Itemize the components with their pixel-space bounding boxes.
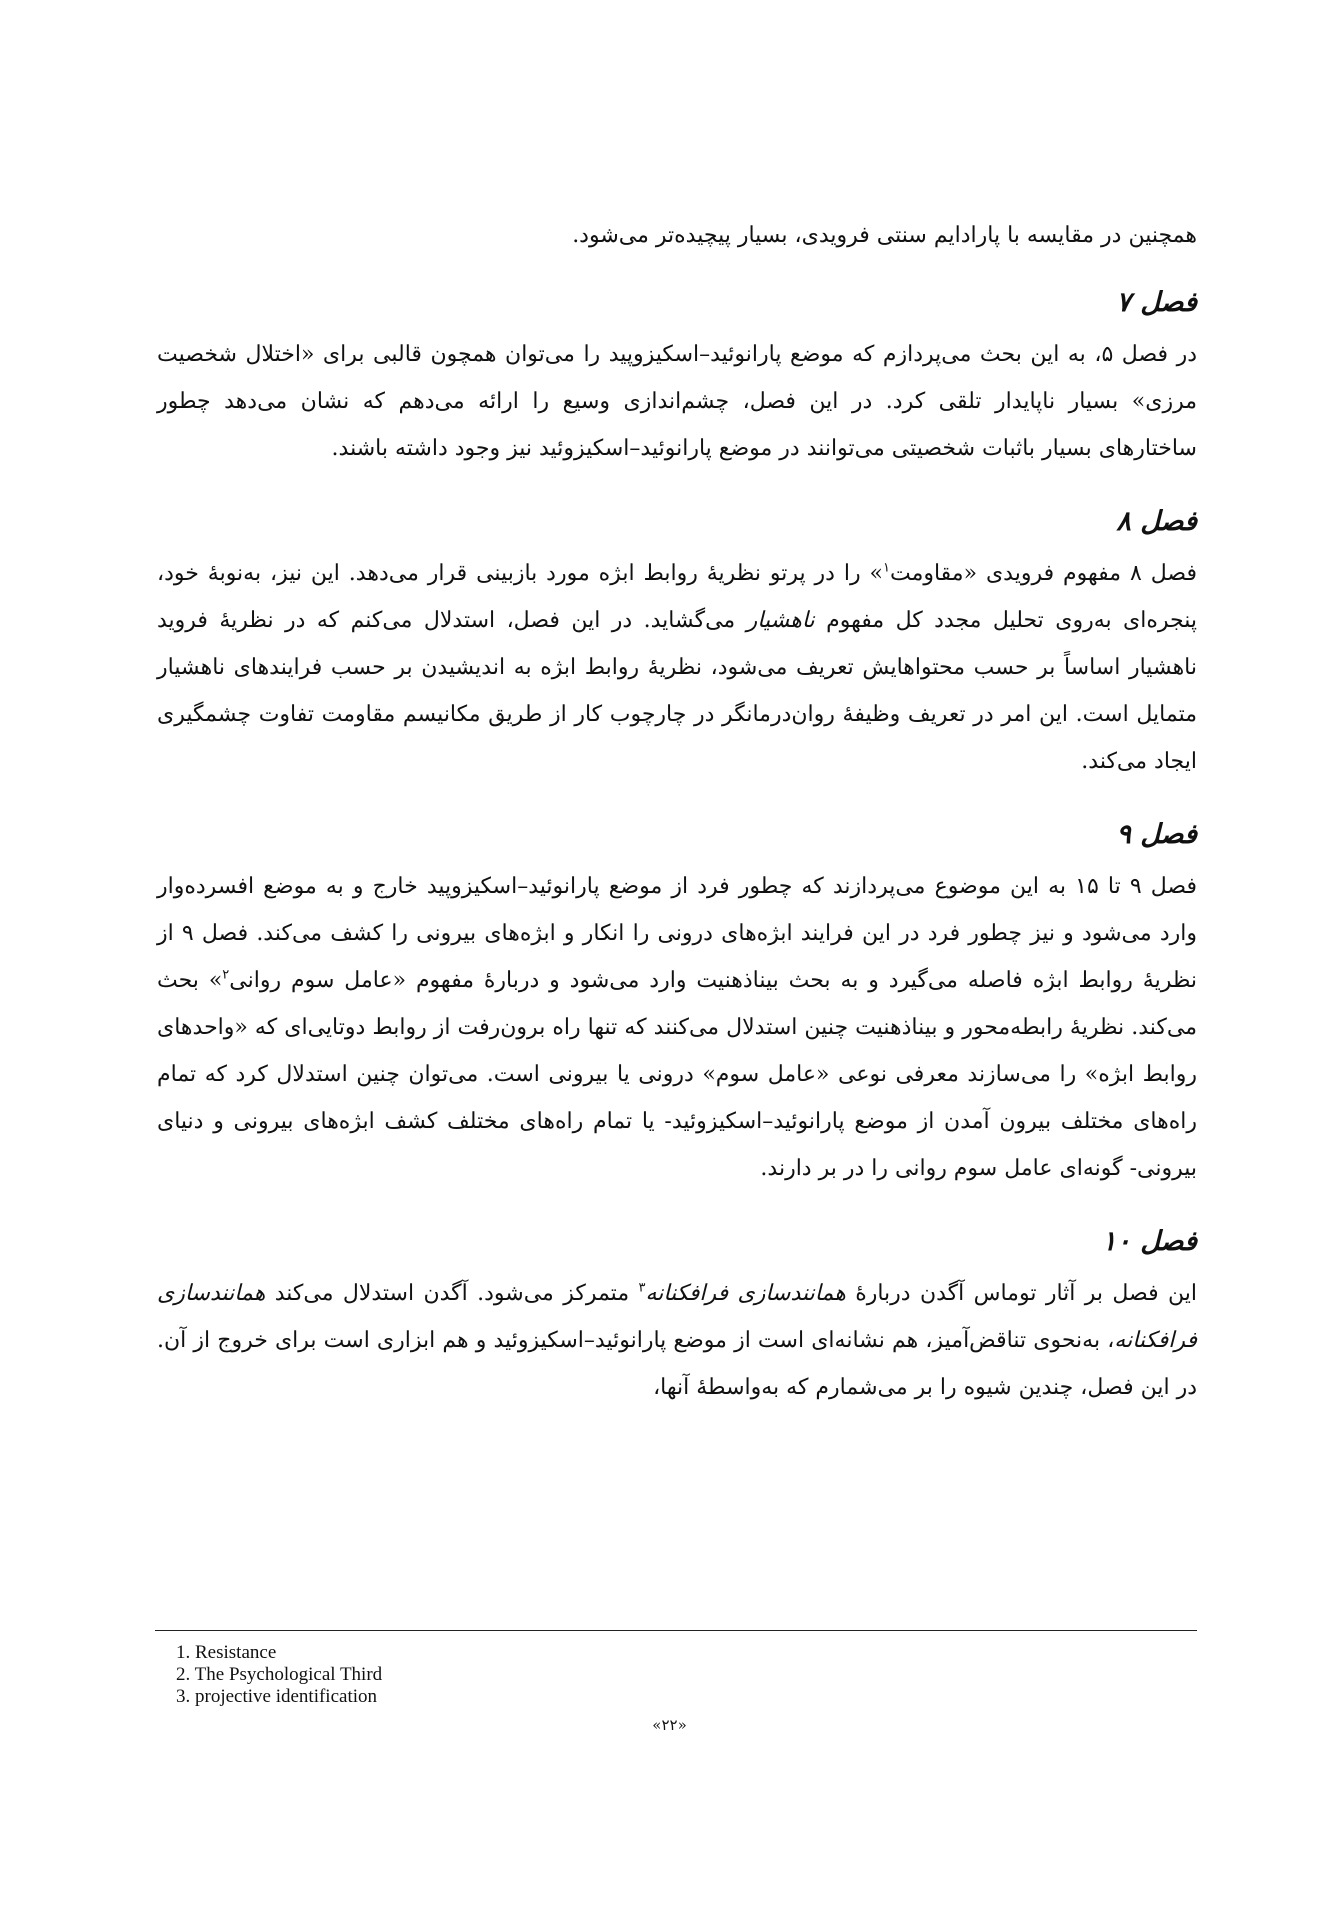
footnote-item: 1. Resistance bbox=[176, 1642, 277, 1663]
paragraph-text: » بحث می‌کند. نظریهٔ رابطه‌محور و بیناذهنیت چنین استدلال می‌کنند که تنها راه برون‌رفت از روابط دوتایی‌ای که «واحدهای روابط ابژه» را می‌سازند معرفی نوعی «عامل سوم» درونی یا بیرونی است. می‌توان چنین استدلال کرد که تمام راه‌های مختلف بیرون آمدن از موضع پارانوئید–اسکیزوئید- یا تمام راه‌های مختلف کشف ابژه‌های بیرونی و دنیای بیرونی- گونه‌ای عامل سوم روانی را در بر دارند. bbox=[157, 968, 1197, 1181]
section-heading: فصل ۹ bbox=[1116, 819, 1197, 850]
section-chapter-9 bbox=[157, 813, 1197, 1192]
emphasized-term: همانندسازی فرافکنانه bbox=[157, 1281, 1197, 1353]
footnote-divider bbox=[155, 1630, 1197, 1631]
emphasized-term: همانندسازی فرافکنانه bbox=[645, 1281, 846, 1306]
page-number: «۲۲» bbox=[652, 1716, 687, 1734]
footnote-item: 2. The Psychological Third bbox=[176, 1664, 383, 1685]
page-body bbox=[157, 212, 1197, 1439]
paragraph-text: فصل ۸ مفهوم فرویدی «مقاومت bbox=[889, 561, 1197, 586]
paragraph-text: » را در پرتو نظریهٔ روابط ابژه مورد بازبینی قرار می‌دهد. این نیز، به‌نوبهٔ خود، پنجره‌ای به‌روی تحلیل مجدد کل مفهوم bbox=[157, 561, 1197, 633]
paragraph-text: در فصل ۵، به این بحث می‌پردازم که موضع پارانوئید–اسکیزوپید را می‌توان همچون قالبی برای «اختلال شخصیت مرزی» بسیار ناپایدار تلقی کرد. در این فصل، چشم‌اندازی وسیع را ارائه می‌دهم که نشان می‌دهد چطور ساختارهای بسیار باثبات شخصیتی می‌توانند در موضع پارانوئید–اسکیزوئید نیز وجود داشته باشند. bbox=[157, 342, 1197, 461]
paragraph-text: می‌گشاید. در این فصل، استدلال می‌کنم که در نظریهٔ فروید ناهشیار اساساً بر حسب محتواهایش تعریف می‌شود، نظریهٔ روابط ابژه به اندیشیدن بر حسب فرایندهای ناهشیار متمایل است. این امر در تعریف وظیفهٔ روان‌درمانگر در چارچوب کار از طریق مکانیسم مقاومت تفاوت چشمگیری ایجاد می‌کند. bbox=[157, 608, 1197, 774]
section-paragraph bbox=[157, 1270, 1197, 1411]
footnote-ref: ۱ bbox=[882, 560, 890, 576]
paragraph-text: فصل ۹ تا ۱۵ به این موضوع می‌پردازند که چطور فرد از موضع پارانوئید–اسکیزوپید خارج و به موضع افسرده‌وار وارد می‌شود و نیز چطور فرد در این فرایند ابژه‌های درونی را انکار و ابژه‌های بیرونی را کشف می‌کند. فصل ۹ از نظریهٔ روابط ابژه فاصله می‌گیرد و به بحث بیناذهنیت وارد می‌شود و دربارهٔ مفهوم «عامل سوم روانی bbox=[157, 874, 1198, 993]
footnotes bbox=[176, 1642, 382, 1708]
paragraph-text: متمرکز می‌شود. آگدن استدلال می‌کند bbox=[265, 1281, 639, 1306]
emphasized-term: ناهشیار bbox=[746, 608, 815, 633]
section-heading: فصل ۸ bbox=[1116, 506, 1197, 537]
section-chapter-8 bbox=[157, 500, 1197, 785]
footnote-item: 3. projective identification bbox=[176, 1686, 378, 1707]
section-paragraph bbox=[157, 863, 1197, 1192]
paragraph-text: ، به‌نحوی تناقض‌آمیز، هم نشانه‌ای است از موضع پارانوئید–اسکیزوئید و هم ابزاری است برای خروج از آن. در این فصل، چندین شیوه را بر می‌شمارم که به‌واسطهٔ آنها، bbox=[157, 1328, 1197, 1400]
section-chapter-7 bbox=[157, 281, 1197, 472]
footnote-ref: ۲ bbox=[222, 967, 230, 983]
section-heading: فصل ۱۰ bbox=[1101, 1226, 1197, 1257]
paragraph-text: این فصل بر آثار توماس آگدن دربارهٔ bbox=[845, 1281, 1197, 1306]
section-paragraph bbox=[157, 550, 1197, 785]
footnote-ref: ۳ bbox=[638, 1280, 646, 1296]
section-paragraph bbox=[157, 331, 1197, 472]
section-chapter-10 bbox=[157, 1220, 1197, 1411]
intro-paragraph: همچنین در مقایسه با پارادایم سنتی فرویدی، بسیار پیچیده‌تر می‌شود. bbox=[572, 223, 1197, 248]
section-heading: فصل ۷ bbox=[1116, 287, 1197, 318]
